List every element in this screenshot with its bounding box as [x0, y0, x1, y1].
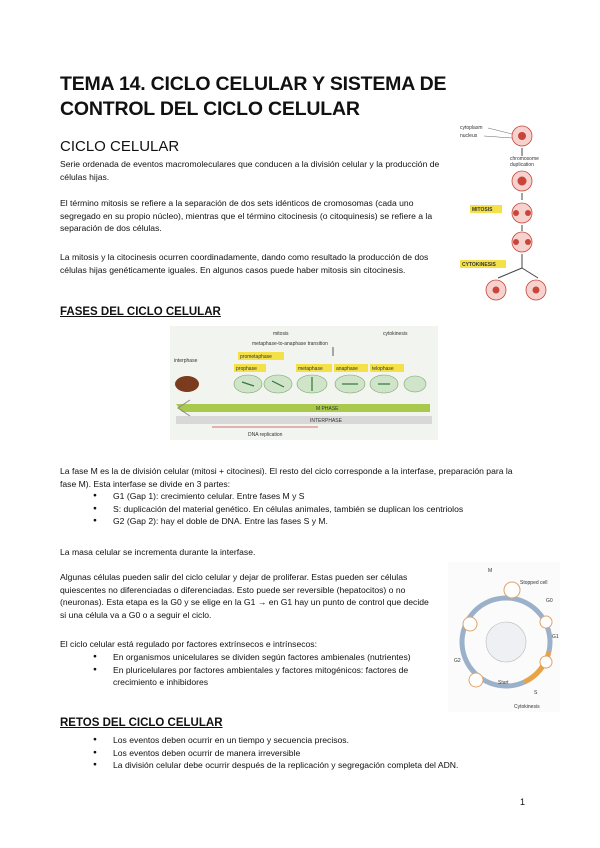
list-item-pluricelulares: ● En pluricelulares por factores ambientales y factores mitogénicos: factores de crecimiento e inhibidores: [93, 664, 423, 689]
fig2-label-telophase: telophase: [372, 366, 394, 372]
fig2-label-cytokinesis: cytokinesis: [383, 331, 408, 337]
fig2-label-metaphase: metaphase: [298, 366, 323, 372]
fig3-label-cytokinesis: Cytokinesis: [514, 704, 540, 710]
fig3-label-g0: G0: [546, 598, 553, 604]
fig2-label-m-phase: M PHASE: [316, 406, 339, 412]
paragraph-mitosis-citocinesis: El término mitosis se refiere a la separación de dos sets idénticos de cromosomas (cada uno segregado en su propio núcleo), mientras que el término citocinesis (o citoquinesis) se refiere a la separación de dos células.: [60, 198, 433, 234]
fig1-label-mitosis: MITOSIS: [472, 207, 493, 213]
list-item-reto-2: ● Los eventos deben ocurrir de manera irreversible: [93, 747, 563, 760]
list-item-reto-3: ● La división celular debe ocurrir después de la replicación y segregación completa del ADN.: [93, 759, 563, 772]
list-item-g1: ● G1 (Gap 1): crecimiento celular. Entre fases M y S: [93, 490, 533, 503]
paragraph-g0: Algunas células pueden salir del ciclo celular y dejar de proliferar. Estas pueden ser células quiescentes no diferenciadas o diferenciadas. Esto puede ser reversible (hepatocitos) o no (neuronas). Esta etapa es la G0 y se elige en la G1 → en G1 hay un punto de control que decide si una célula va a G0 o a seguir el ciclo.: [60, 572, 429, 620]
cell-cycle-figure: [448, 562, 560, 712]
paragraph-coordination: La mitosis y la citocinesis ocurren coordinadamente, dando como resultado la producción de dos células hijas genéticamente iguales. En algunos casos puede haber mitosis sin citocinesis.: [60, 252, 429, 275]
page-number: 1: [520, 797, 526, 807]
fig2-label-interphase: interphase: [174, 358, 198, 364]
fig2-label-transition: metaphase-to-anaphase transition: [252, 341, 328, 347]
regulation-list: [93, 651, 423, 689]
list-item-g2: ● G2 (Gap 2): hay el doble de DNA. Entre las fases S y M.: [93, 515, 533, 528]
fig2-label-prophase: prophase: [236, 366, 257, 372]
section-heading-fases: FASES DEL CICLO CELULAR: [60, 306, 221, 318]
list-item-s: ● S: duplicación del material genético. En células animales, también se duplican los centriolos: [93, 503, 533, 516]
retos-list: [93, 734, 563, 772]
fig3-label-g1: G1: [552, 634, 559, 640]
fig1-label-duplication: duplication: [510, 162, 534, 168]
list-item-unicelulares: ● En organismos unicelulares se dividen según factores ambienales (nutrientes): [93, 651, 423, 664]
fig2-label-prometaphase: prometaphase: [240, 354, 272, 360]
fig3-label-stopped-cell: Stopped cell: [520, 580, 548, 586]
section-heading-retos: RETOS DEL CICLO CELULAR: [60, 717, 223, 729]
fig1-label-cytoplasm: cytoplasm: [460, 125, 483, 131]
fig3-label-m: M: [488, 568, 493, 574]
paragraph-definition: Serie ordenada de eventos macromoleculares que conducen a la división celular y la producción de células hijas.: [60, 159, 440, 182]
interphase-cell: [175, 376, 199, 392]
cytokinesis-cell: [404, 376, 426, 392]
fig3-label-s: S: [534, 690, 538, 696]
m-phase-bar: [176, 404, 430, 412]
interphase-bar: [176, 416, 432, 424]
fig3-label-g2: G2: [454, 658, 461, 664]
fig1-label-chromosome: chromosome: [510, 156, 539, 162]
paragraph-masa-celular: La masa celular se incrementa durante la interfase.: [60, 547, 256, 557]
section-heading-ciclo-celular: CICLO CELULAR: [60, 138, 180, 155]
fig1-label-nucleus: nucleus: [460, 133, 478, 139]
page-title: TEMA 14. CICLO CELULAR Y SISTEMA DE CONTROL DEL CICLO CELULAR: [60, 73, 447, 120]
fig2-label-anaphase: anaphase: [336, 366, 358, 372]
paragraph-fase-m: La fase M es la de división celular (mitosi + citocinesi). El resto del ciclo corresponde a la interfase, preparación para la fase M). Esta interfase se divide en 3 partes:: [60, 466, 513, 489]
cell-division-figure: [458, 120, 550, 312]
list-item-reto-1: ● Los eventos deben ocurrir en un tiempo y secuencia precisos.: [93, 734, 563, 747]
fig2-label-dna-replication: DNA replication: [248, 432, 283, 438]
interphase-parts-list: [93, 490, 533, 528]
fig2-label-interphase-bar: INTERPHASE: [310, 418, 342, 424]
fig1-label-cytokinesis: CYTOKINESIS: [462, 262, 496, 268]
fig3-label-start: Start: [498, 680, 509, 686]
m-phase-figure: [170, 326, 438, 440]
fig2-label-mitosis: mitosis: [273, 331, 289, 337]
paragraph-regulation: El ciclo celular está regulado por factores extrínsecos e intrínsecos:: [60, 639, 317, 649]
